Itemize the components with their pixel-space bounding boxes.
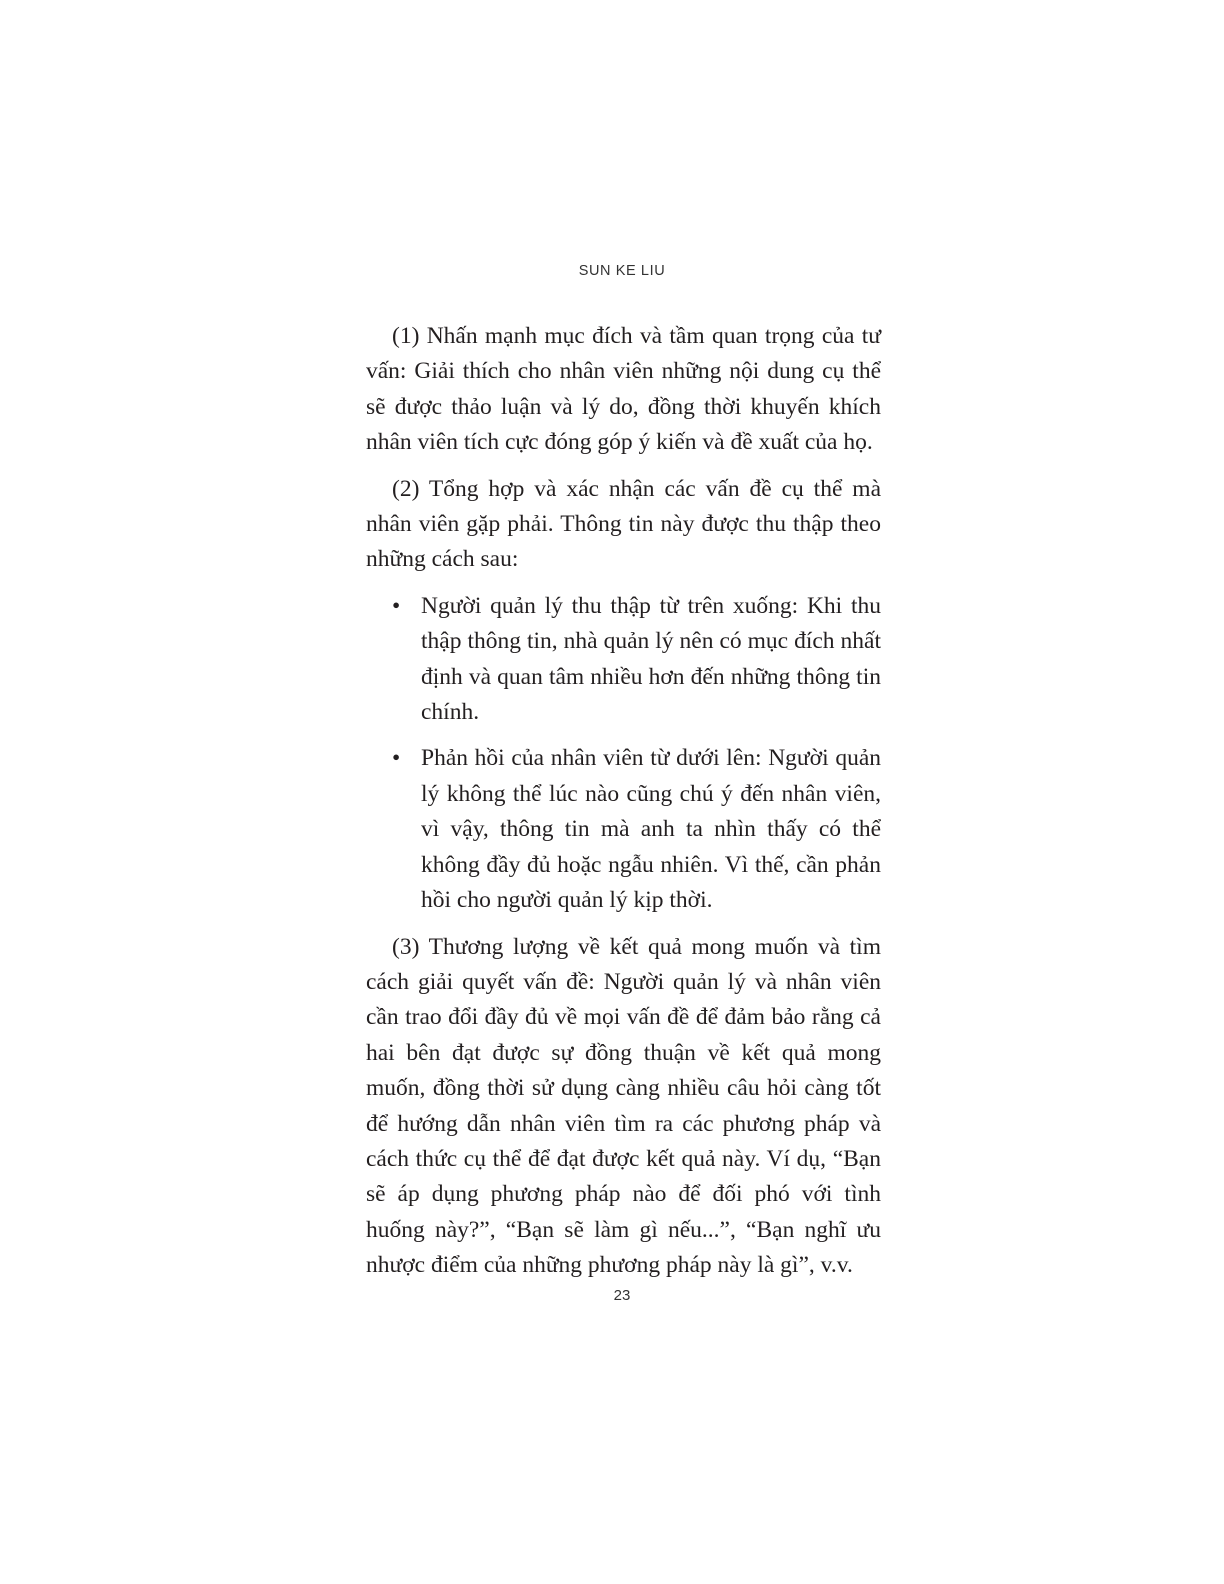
bullet-icon: •: [392, 592, 401, 619]
list-item: [366, 589, 881, 731]
bullet-list: [366, 589, 881, 919]
paragraph-3: (3) Thương lượng về kết quả mong muốn và tìm cách giải quyết vấn đề: Người quản lý và nhân viên cần trao đổi đầy đủ về mọi vấn đề để đảm bảo rằng cả hai bên đạt được sự đồng thuận về kết quả mong muốn, đồng thời sử dụng càng nhiều câu hỏi càng tốt để hướng dẫn nhân viên tìm ra các phương pháp và cách thức cụ thể để đạt được kết quả này. Ví dụ, “Bạn sẽ áp dụng phương pháp nào để đối phó với tình huống này?”, “Bạn sẽ làm gì nếu...”, “Bạn nghĩ ưu nhược điểm của những phương pháp này là gì”, v.v.: [366, 933, 881, 1279]
list-item: [366, 741, 881, 918]
paragraph-2: (2) Tổng hợp và xác nhận các vấn đề cụ thể mà nhân viên gặp phải. Thông tin này được thu thập theo những cách sau:: [366, 475, 881, 573]
paragraph-1: (1) Nhấn mạnh mục đích và tầm quan trọng của tư vấn: Giải thích cho nhân viên những nội dung cụ thể sẽ được thảo luận và lý do, đồng thời khuyến khích nhân viên tích cực đóng góp ý kiến và đề xuất của họ.: [366, 323, 881, 456]
bullet-text: Phản hồi của nhân viên từ dưới lên: Người quản lý không thể lúc nào cũng chú ý đến nhân viên, vì vậy, thông tin mà anh ta nhìn thấy có thể không đầy đủ hoặc ngẫu nhiên. Vì thế, cần phản hồi cho người quản lý kịp thời.: [421, 745, 881, 914]
bullet-icon: •: [392, 745, 401, 772]
running-head: SUN KE LIU: [578, 263, 666, 279]
page-number: 23: [613, 1287, 631, 1304]
body-text: [366, 319, 881, 1295]
bullet-text: Người quản lý thu thập từ trên xuống: Khi thu thập thông tin, nhà quản lý nên có mục đích nhất định và quan tâm nhiều hơn đến những thông tin chính.: [421, 592, 881, 726]
